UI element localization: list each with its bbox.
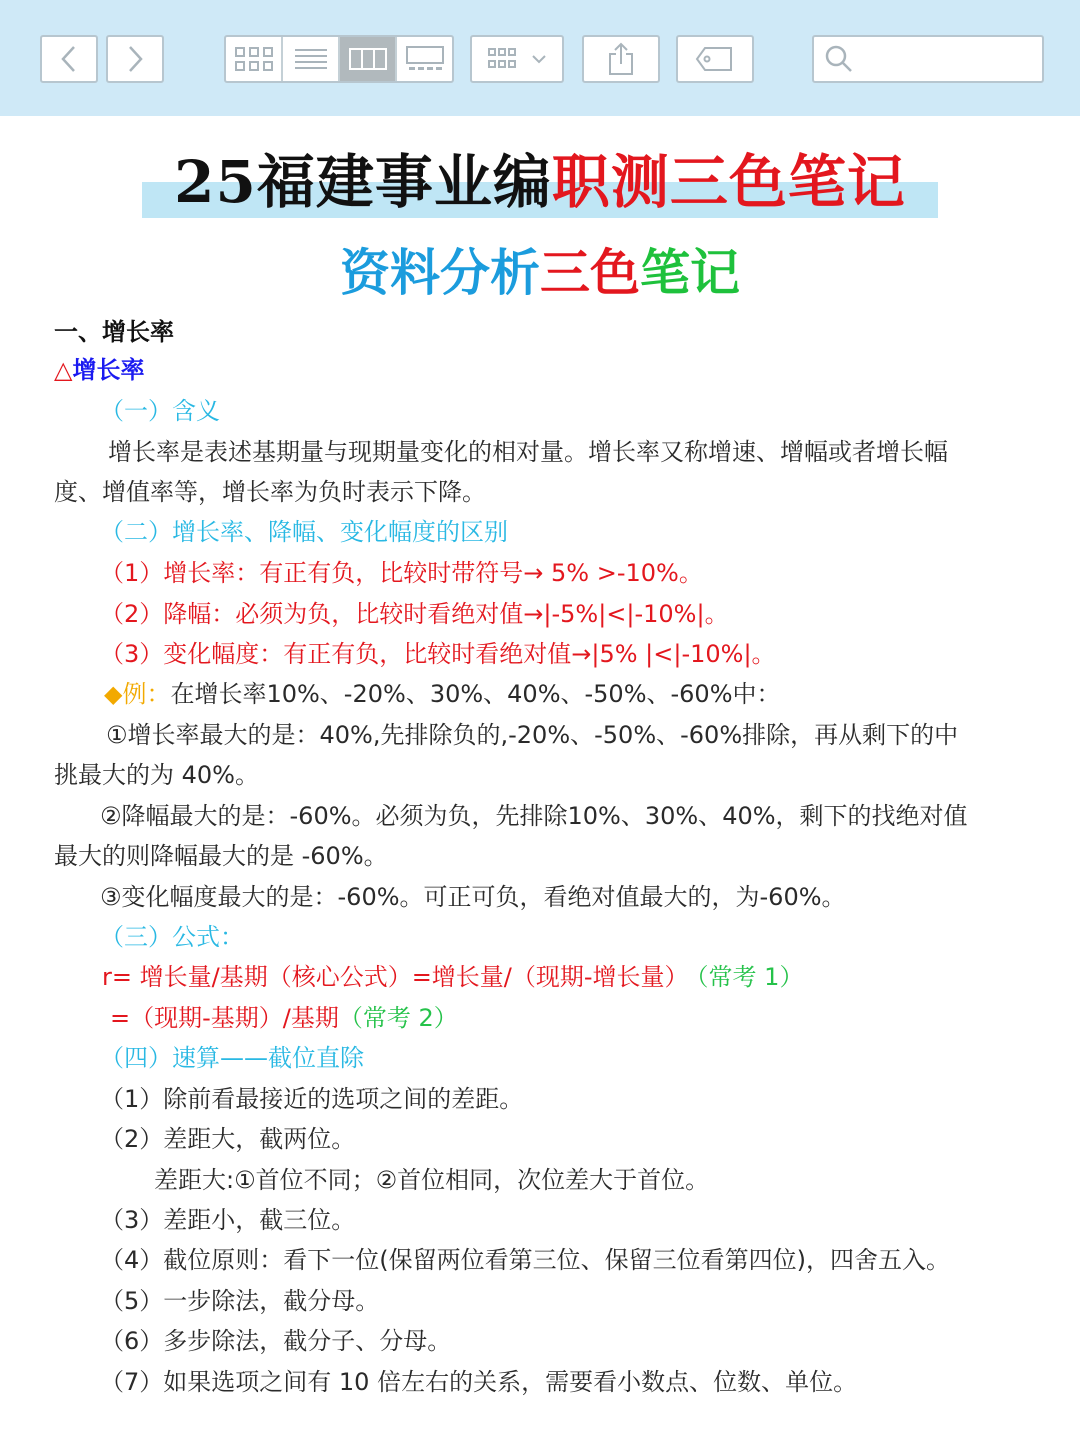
grid-view-icon <box>234 46 274 72</box>
view-list-button[interactable] <box>283 37 340 81</box>
formula-2-note: （常考 2） <box>338 1004 458 1032</box>
formula-1 <box>102 960 803 994</box>
page-title <box>142 140 938 224</box>
triangle-icon: △ <box>54 356 73 384</box>
title-part-red: 职测三色笔记 <box>551 148 906 216</box>
chevron-left-icon <box>59 44 79 74</box>
group-by-button[interactable] <box>470 35 564 83</box>
heading-difference: （二）增长率、降幅、变化幅度的区别 <box>100 518 508 546</box>
title-part-black: 25福建事业编 <box>174 148 552 216</box>
quick-calc-4: （4）截位原则：看下一位(保留两位看第三位、保留三位看第四位)，四舍五入。 <box>100 1246 950 1274</box>
example-label: ◆例： <box>104 680 171 708</box>
heading-formula: （三）公式： <box>100 923 244 951</box>
toolbar <box>0 0 1080 116</box>
search-field[interactable] <box>812 35 1044 83</box>
subtitle-part-green: 笔记 <box>640 244 740 302</box>
heading-meaning: （一）含义 <box>100 397 220 425</box>
quick-calc-1: （1）除前看最接近的选项之间的差距。 <box>100 1085 524 1113</box>
subtitle-part-blue: 资料分析 <box>340 244 540 302</box>
view-gallery-button[interactable] <box>397 37 452 81</box>
rule-change: （3）变化幅度：有正有负，比较时看绝对值→|5% |<|-10%|。 <box>100 640 776 668</box>
example-1-line-1: ①增长率最大的是：40%,先排除负的,-20%、-50%、-60%排除，再从剩下的中 <box>106 721 959 749</box>
tag-icon <box>695 46 735 72</box>
meaning-line-2: 度、增值率等，增长率为负时表示下降。 <box>54 478 486 506</box>
heading-quick-calc: （四）速算——截位直除 <box>100 1044 364 1072</box>
quick-calc-3: （3）差距小，截三位。 <box>100 1206 356 1234</box>
view-column-button[interactable] <box>340 37 397 81</box>
quick-calc-6: （6）多步除法，截分子、分母。 <box>100 1327 452 1355</box>
example-2-line-1: ②降幅最大的是：-60%。必须为负，先排除10%、30%、40%，剩下的找绝对值 <box>100 802 968 830</box>
share-button[interactable] <box>582 35 660 83</box>
back-button[interactable] <box>40 35 98 83</box>
gallery-view-icon <box>406 46 444 72</box>
quick-calc-2: （2）差距大，截两位。 <box>100 1125 356 1153</box>
sub-heading-text: 增长率 <box>72 356 145 384</box>
example-1-line-2: 挑最大的为 40%。 <box>54 761 259 789</box>
formula-2-text: =（现期-基期）/基期 <box>110 1004 339 1032</box>
column-view-icon <box>349 48 387 70</box>
quick-calc-2-detail: 差距大:①首位不同；②首位相同，次位差大于首位。 <box>154 1166 710 1194</box>
example-line <box>104 677 781 711</box>
list-view-icon <box>294 47 328 71</box>
formula-1-note: （常考 1） <box>696 963 804 991</box>
chevron-right-icon <box>125 44 145 74</box>
sub-heading <box>54 353 144 387</box>
quick-calc-7: （7）如果选项之间有 10 倍左右的关系，需要看小数点、位数、单位。 <box>100 1368 858 1396</box>
page-subtitle <box>0 238 1080 308</box>
title-text <box>142 140 938 224</box>
subtitle-part-red: 三色 <box>540 244 640 302</box>
share-icon <box>607 42 635 76</box>
chevron-down-icon <box>531 53 547 65</box>
group-by-icon <box>487 46 527 72</box>
search-icon <box>824 44 854 74</box>
view-mode-switcher <box>224 35 454 83</box>
meaning-line-1: 增长率是表述基期量与现期量变化的相对量。增长率又称增速、增幅或者增长幅 <box>108 438 948 466</box>
rule-growth-rate: （1）增长率：有正有负，比较时带符号→ 5% >-10%。 <box>100 559 703 587</box>
formula-1-text: r= 增长量/基期（核心公式）=增长量/（现期-增长量） <box>102 963 689 991</box>
tag-button[interactable] <box>676 35 754 83</box>
rule-decline: （2）降幅：必须为负，比较时看绝对值→|-5%|<|-10%|。 <box>100 600 729 628</box>
example-3: ③变化幅度最大的是：-60%。可正可负，看绝对值最大的，为-60%。 <box>100 883 846 911</box>
section-heading: 一、增长率 <box>54 318 174 346</box>
formula-2 <box>110 1001 458 1035</box>
quick-calc-5: （5）一步除法，截分母。 <box>100 1287 380 1315</box>
example-text: 在增长率10%、-20%、30%、40%、-50%、-60%中： <box>170 680 781 708</box>
forward-button[interactable] <box>106 35 164 83</box>
view-grid-button[interactable] <box>226 37 283 81</box>
example-2-line-2: 最大的则降幅最大的是 -60%。 <box>54 842 388 870</box>
